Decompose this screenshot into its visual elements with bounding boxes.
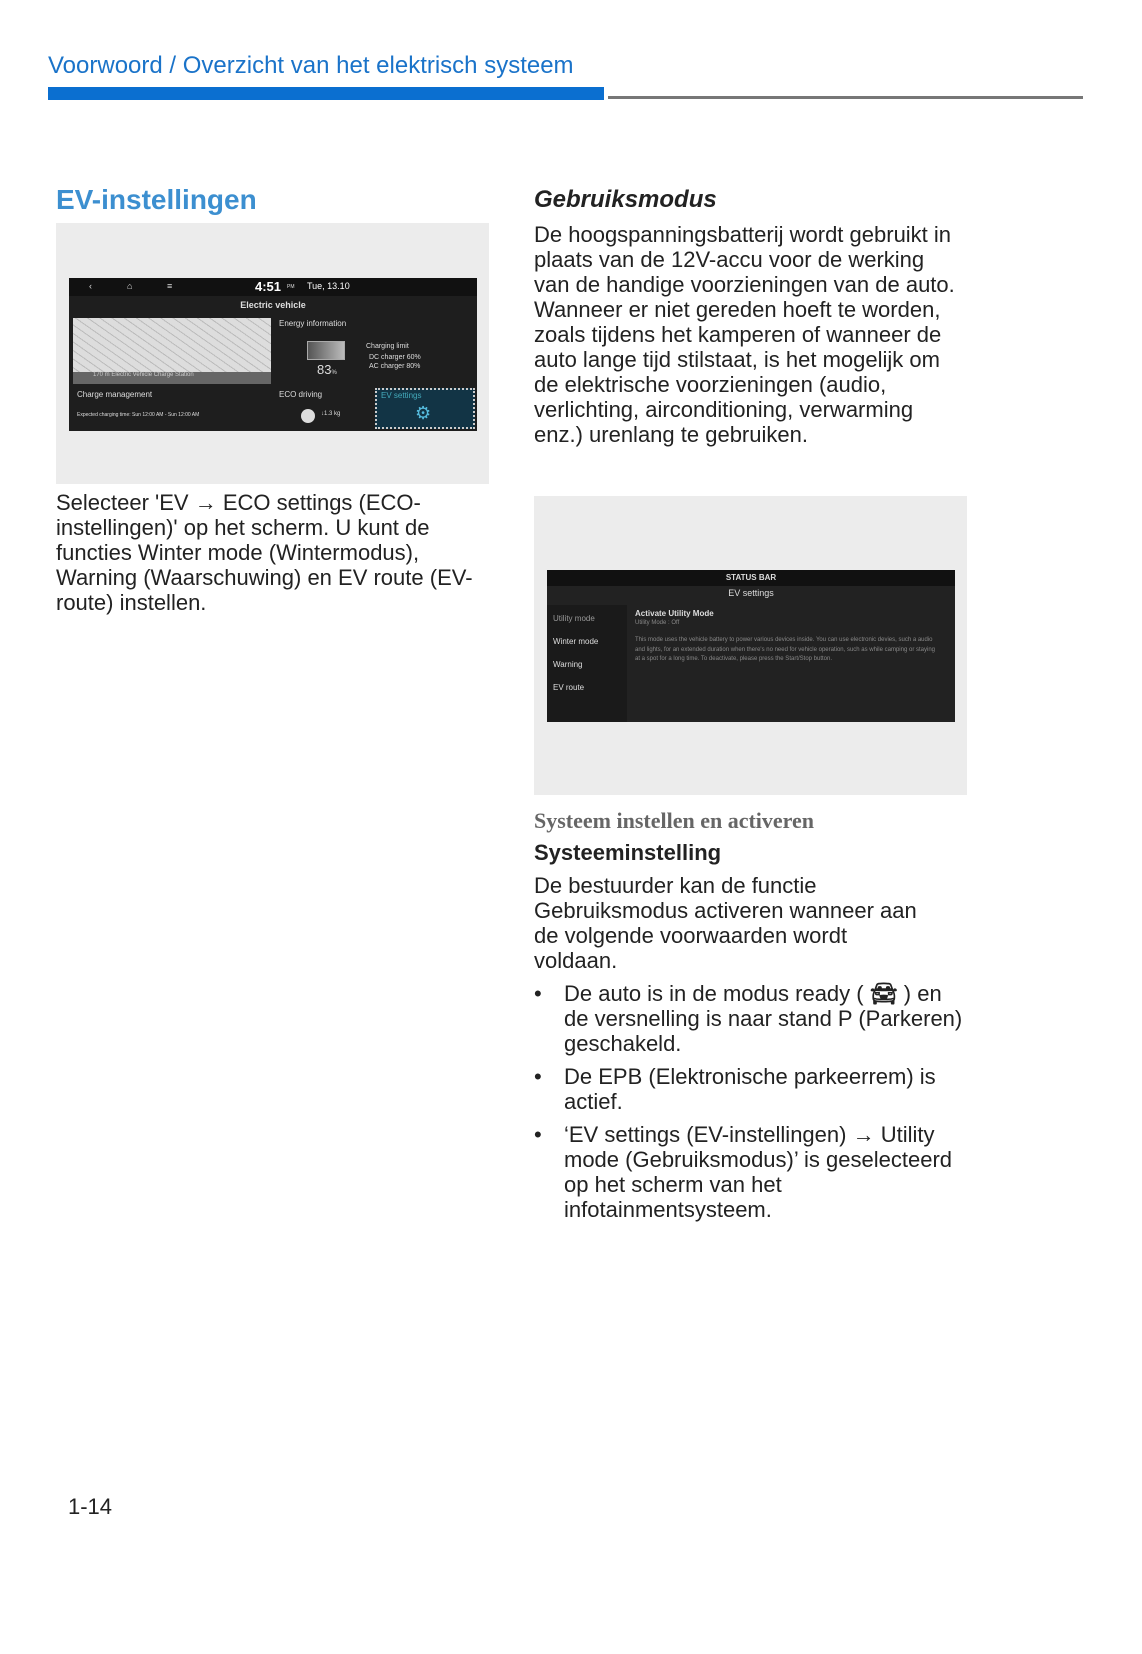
- page-number: 1-14: [68, 1494, 113, 1519]
- list-item: [534, 981, 964, 1056]
- screen-title: EV settings: [728, 588, 774, 598]
- clock: 4:51: [255, 279, 282, 294]
- battery-icon: [307, 341, 345, 360]
- dc-charger: DC charger 60%: [369, 354, 421, 361]
- charging-limit-label: Charging limit: [366, 343, 409, 350]
- battery-percent: [317, 362, 337, 377]
- bullet-text: De EPB (Elektronische parkeerrem) is actief.: [564, 1064, 936, 1114]
- map-bar: 170 m Electric Vehicle Charge Station: [73, 372, 271, 384]
- menu-icon: ≡: [167, 281, 173, 291]
- utility-mode-figure: [534, 496, 967, 795]
- ev-settings-screen: [547, 570, 955, 722]
- section-heading: Systeem instellen en activeren: [534, 808, 815, 833]
- subsection-heading: Systeeminstelling: [534, 840, 722, 865]
- utility-mode-status: Utility Mode : Off: [635, 620, 680, 626]
- ev-screen-figure: [56, 223, 489, 484]
- eco-driving[interactable]: ECO driving: [279, 390, 323, 399]
- ev-settings-label: EV settings: [381, 391, 422, 400]
- list-item: [534, 1064, 964, 1114]
- bullet-text: De auto is in de modus ready (: [564, 981, 864, 1006]
- charge-management[interactable]: Charge management: [77, 390, 153, 399]
- status-bar: STATUS BAR: [547, 570, 955, 586]
- header-rule: [608, 96, 1083, 99]
- bullet-text: ) en de versnelling is naar stand P (Parkeren) geschakeld.: [564, 981, 963, 1056]
- section-title: EV-instellingen: [56, 184, 257, 215]
- infotainment-screen: [69, 278, 477, 431]
- menu-utility-mode[interactable]: Utility mode: [553, 614, 595, 623]
- eco-value: ↓1.3 kg: [321, 411, 341, 417]
- screen-title: Electric vehicle: [240, 300, 306, 310]
- ac-charger: AC charger 80%: [369, 363, 421, 370]
- date: Tue, 13.10: [307, 281, 350, 291]
- menu-warning[interactable]: Warning: [553, 660, 583, 669]
- menu-winter-mode[interactable]: Winter mode: [553, 637, 599, 646]
- conditions-list: [534, 981, 964, 1230]
- list-item: [534, 1122, 964, 1222]
- breadcrumb: Voorwoord / Overzicht van het elektrisch systeem: [48, 52, 574, 79]
- ampm: PM: [287, 284, 295, 290]
- right-paragraph: De hoogspanningsbatterij wordt gebruikt in plaats van de 12V-accu voor de werking van de handige voorzieningen van de auto. Wanneer er niet gereden hoeft te worden, zoals tijdens het kamperen of wanneer de auto lange tijd stilstaat, is het mogelijk om de elektrische voorzieningen (audio, verlichting, airconditioning, verwarming enz.) urenlang te gebruiken.: [534, 222, 955, 447]
- menu-ev-route[interactable]: EV route: [553, 683, 585, 692]
- expected-charging-time: Expected charging time: Sun 12:00 AM - Sun 12:00 AM: [77, 412, 200, 418]
- ev-settings-tile[interactable]: [375, 388, 475, 429]
- ready-car-icon: 🚘︎: [863, 981, 904, 1006]
- conditions-intro: De bestuurder kan de functie Gebruiksmodus activeren wanneer aan de volgende voorwaarden wordt voldaan.: [534, 873, 917, 973]
- battery-value: 83: [317, 362, 332, 377]
- subsection-title: Gebruiksmodus: [534, 186, 717, 213]
- battery-unit: %: [331, 370, 337, 376]
- utility-mode-description: This mode uses the vehicle battery to power various devices inside. You can use electronic devies, such a audio and lights, for an extended duration when there's no need for vehicle operation, such as while camping or staying at a spot for a long time. To deactivate, please press the Start/Stop button.: [635, 637, 935, 662]
- back-icon: ‹: [89, 281, 92, 291]
- gear-icon: ⚙: [415, 403, 432, 423]
- energy-info-label: Energy information: [279, 319, 347, 328]
- activate-utility-mode[interactable]: Activate Utility Mode: [635, 609, 714, 618]
- bullet-text: ‘EV settings (EV-instellingen) → Utility mode (Gebruiksmodus)’ is geselecteerd op het scherm van het infotainmentsysteem.: [564, 1122, 953, 1222]
- co2-icon: [301, 409, 315, 423]
- home-icon: ⌂: [127, 281, 133, 291]
- left-paragraph: Selecteer 'EV → ECO settings (ECO-instellingen)' op het scherm. U kunt de functies Winter mode (Wintermodus), Warning (Waarschuwing) en EV route (EV-route) instellen.: [56, 490, 473, 615]
- header-bar: [48, 87, 604, 100]
